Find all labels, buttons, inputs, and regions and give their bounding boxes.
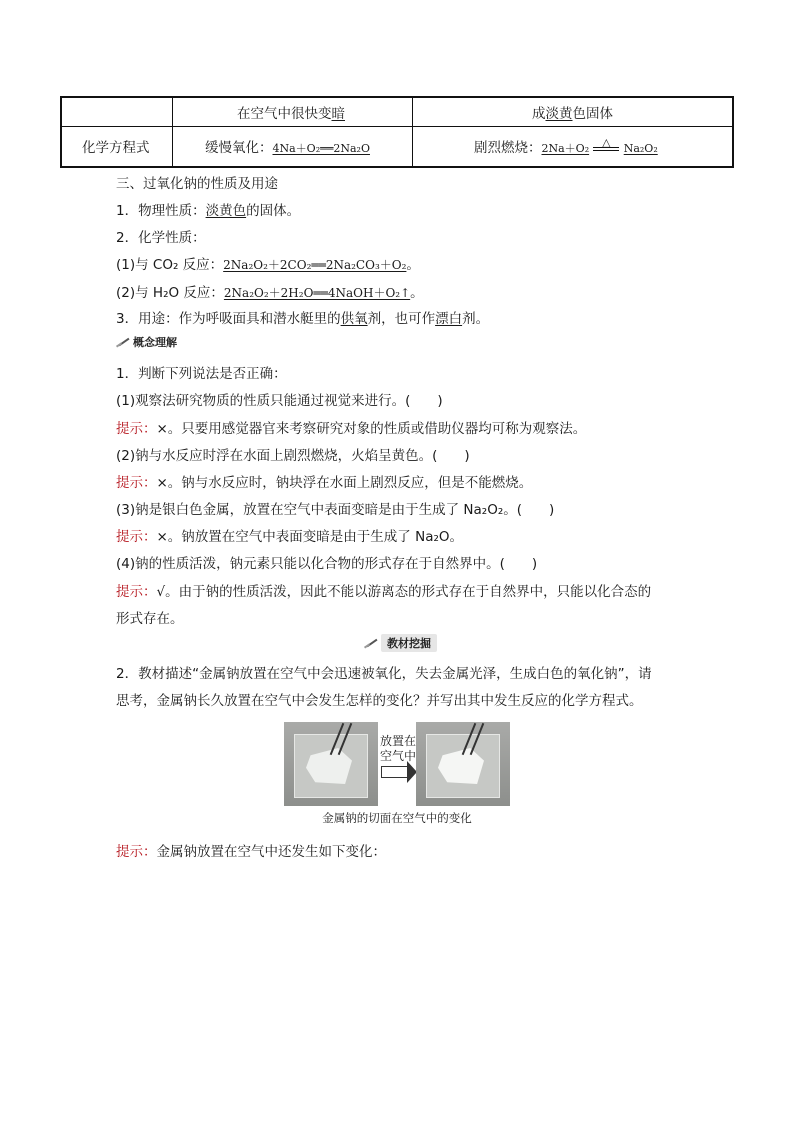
table-divider [412,98,413,166]
concept-badge [116,334,177,350]
answer-4 [116,580,651,600]
combustion-equation-right: Na₂O₂ [623,142,658,155]
combustion-equation-left: 2Na＋O₂ [541,142,590,155]
sodium-before-photo [284,722,378,806]
question-2: (2)钠与水反应时浮在水面上剧烈燃烧，火焰呈黄色。( ) [116,448,470,464]
combustion [474,136,658,157]
underlined-answer: 供氧 [340,311,368,327]
underlined-answer: 漂白 [435,311,463,327]
sodium-after-photo [416,722,510,806]
arrow-label-line: 放置在 [379,734,416,748]
combustion-label: 剧烈燃烧： [474,140,542,156]
row-label: 化学方程式 [82,140,150,156]
slow-oxidation [205,136,370,156]
text: 剂，也可作 [367,311,436,327]
properties-table [60,96,734,168]
reaction-equation: 2Na₂O₂＋2CO₂══2Na₂CO₃＋O₂ [223,258,407,272]
hint-label: 提示： [116,584,157,600]
text: (2)与 H₂O 反应： [116,285,224,301]
hint-label: 提示： [116,475,157,491]
hint-label: 提示： [116,421,157,437]
hint-text: ×。只要用感觉器官来考察研究对象的性质或借助仪器均可称为观察法。 [156,421,587,437]
text: 。 [410,285,424,301]
header-text: 在空气中很快变 [237,106,332,122]
judge-intro: 1．判断下列说法是否正确： [116,366,287,382]
badge-label: 概念理解 [133,336,177,349]
hint-text: ×。钠与水反应时，钠块浮在水面上剧烈反应，但是不能燃烧。 [156,475,533,491]
chemical-property-heading: 2．化学性质： [116,230,206,246]
hint-label: 提示： [116,529,157,545]
text: 3．用途：作为呼吸面具和潜水艇里的 [116,311,341,327]
question-4: (4)钠的性质活泼，钠元素只能以化合物的形式存在于自然界中。( ) [116,556,538,572]
figure-caption: 金属钠的切面在空气中的变化 [322,811,472,825]
pen-icon [116,336,130,348]
textbook-question-line2: 思考，金属钠长久放置在空气中会发生怎样的变化？并写出其中发生反应的化学方程式。 [116,693,643,709]
hint-text: 金属钠放置在空气中还发生如下变化： [156,844,386,860]
answer-4-cont: 形式存在。 [116,611,184,627]
underlined-answer: 淡黄色 [205,203,247,219]
slow-oxidation-label: 缓慢氧化： [205,140,273,156]
right-arrow-icon [381,766,408,778]
header-underlined: 暗 [331,106,345,122]
hint-text: ×。钠放置在空气中表面变暗是由于生成了 Na₂O。 [156,529,464,545]
pen-icon [364,637,378,649]
answer-1 [116,417,586,437]
table-header-yellow-solid [532,102,613,122]
question-3: (3)钠是银白色金属，放置在空气中表面变暗是由于生成了 Na₂O₂。( ) [116,502,555,518]
answer-3 [116,525,463,545]
arrow-label-line: 空气中 [379,749,416,763]
text: 剂。 [462,311,490,327]
table-divider [62,126,732,127]
physical-property [116,199,300,219]
arrow-label [379,734,417,764]
table-header-darken [237,102,345,122]
answer-2 [116,471,532,491]
textbook-question-line1: 2．教材描述“金属钠放置在空气中会迅速被氧化，失去金属光泽，生成白色的氧化钠”，请 [116,666,652,682]
header-text: 色固体 [572,106,613,122]
badge-label: 教材挖掘 [381,634,437,652]
reaction-co2 [116,253,420,273]
table-divider [172,98,173,166]
hint-text: √。由于钠的性质活泼，因此不能以游离态的形式存在于自然界中，只能以化合态的 [156,584,652,600]
heat-condition-icon [593,136,619,151]
slow-oxidation-equation: 4Na＋O₂══2Na₂O [272,142,370,155]
question-1: (1)观察法研究物质的性质只能通过视觉来进行。( ) [116,393,443,409]
usage [116,307,489,327]
text: 1．物理性质： [116,203,206,219]
text: 的固体。 [246,203,301,219]
reaction-h2o [116,281,424,301]
text: (1)与 CO₂ 反应： [116,257,224,273]
reaction-equation: 2Na₂O₂＋2H₂O══4NaOH＋O₂↑ [223,286,411,300]
textbook-badge [364,634,437,652]
text: 。 [406,257,420,273]
heat-symbol: △ [602,136,611,149]
header-text: 成 [532,106,546,122]
hint-label: 提示： [116,844,157,860]
header-underlined: 淡黄 [545,106,573,122]
textbook-answer [116,840,386,860]
section-title: 三、过氧化钠的性质及用途 [116,176,278,192]
